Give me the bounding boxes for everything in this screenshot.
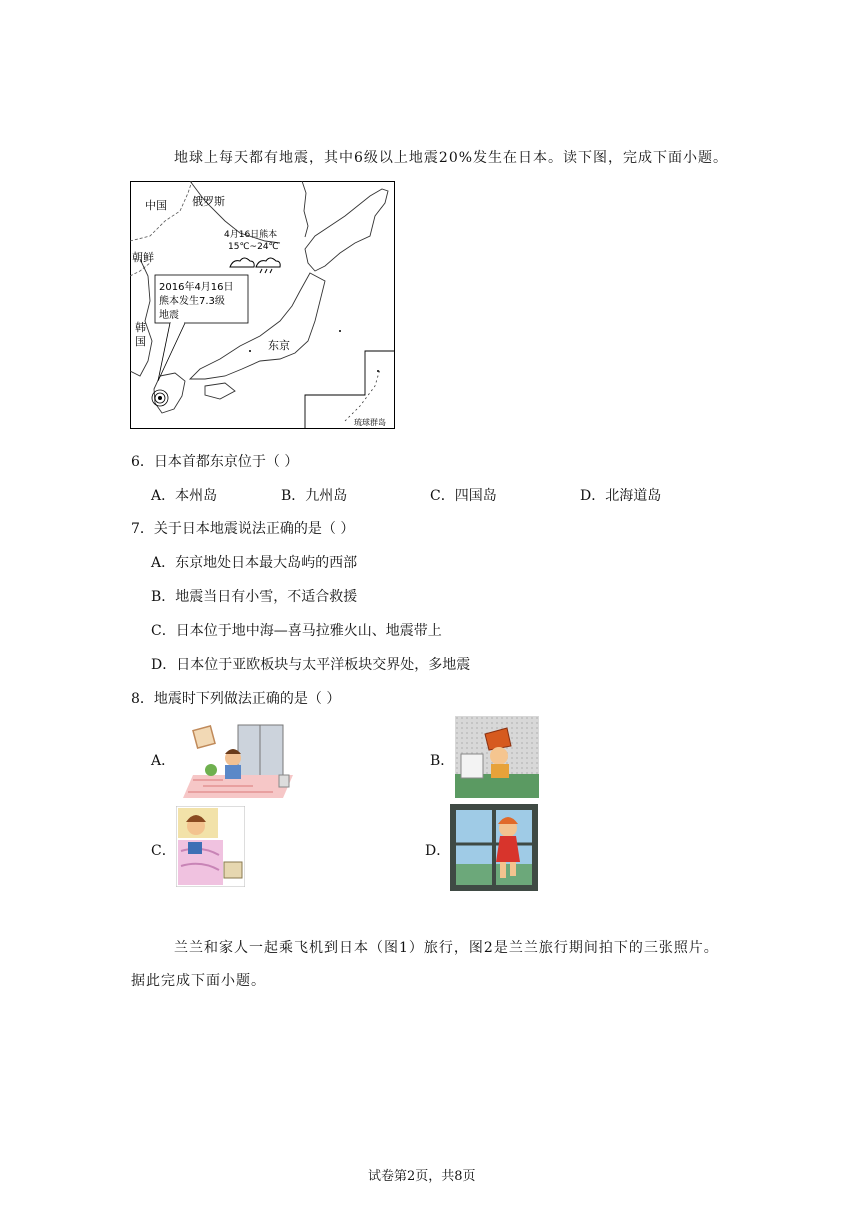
q8-option-c-image[interactable] [176,806,245,887]
map-label-ryukyu: 琉球群岛 [354,418,386,427]
q8-option-a-label[interactable]: A． [151,753,176,769]
q8-stem: 8．地震时下列做法正确的是（ ） [131,691,341,707]
map-label-russia: 俄罗斯 [192,195,225,208]
q7-option-d[interactable]: D．日本位于亚欧板块与太平洋板块交界处，多地震 [151,657,471,673]
intro-paragraph-2-line-1: 兰兰和家人一起乘飞机到日本（图1）旅行，图2是兰兰旅行期间拍下的三张照片。 [174,940,719,956]
map-label-north-korea: 朝鲜 [132,251,154,264]
map-label-china: 中国 [145,199,167,212]
q7-stem: 7．关于日本地震说法正确的是（ ） [131,521,355,537]
map-label-south-korea-2: 国 [135,335,146,348]
map-label-tokyo: 东京 [268,339,290,352]
callout-line-1: 2016年4月16日 [159,282,234,293]
map-label-south-korea-1: 韩 [135,321,146,334]
callout-line-3: 地震 [159,310,179,321]
q6-option-b[interactable]: B．九州岛 [281,488,348,504]
weather-temperature: 15℃~24℃ [228,242,279,252]
q6-stem: 6．日本首都东京位于（ ） [131,454,299,470]
q7-option-c[interactable]: C．日本位于地中海—喜马拉雅火山、地震带上 [151,623,442,639]
q8-option-b-image[interactable] [455,716,539,798]
intro-paragraph-1: 地球上每天都有地震，其中6级以上地震20%发生在日本。读下图，完成下面小题。 [174,150,729,166]
callout-line-2: 熊本发生7.3级 [159,296,225,307]
q8-option-d-label[interactable]: D． [425,843,451,859]
weather-date: 4月16日熊本 [224,230,278,240]
q7-option-b[interactable]: B．地震当日有小雪，不适合救援 [151,589,358,605]
q6-option-d[interactable]: D．北海道岛 [580,488,662,504]
q6-option-a[interactable]: A．本州岛 [151,488,218,504]
q7-option-a[interactable]: A．东京地处日本最大岛屿的西部 [151,555,358,571]
q6-option-c[interactable]: C．四国岛 [430,488,497,504]
q8-option-d-image[interactable] [450,804,538,891]
q8-option-a-image[interactable] [183,720,295,798]
q8-option-c-label[interactable]: C． [151,843,176,859]
intro-paragraph-2-line-2: 据此完成下面小题。 [131,973,266,989]
epicenter-marker [158,396,162,400]
page-footer: 试卷第2页，共8页 [368,1169,476,1184]
japan-earthquake-map [130,181,395,429]
q8-option-b-label[interactable]: B． [430,753,455,769]
